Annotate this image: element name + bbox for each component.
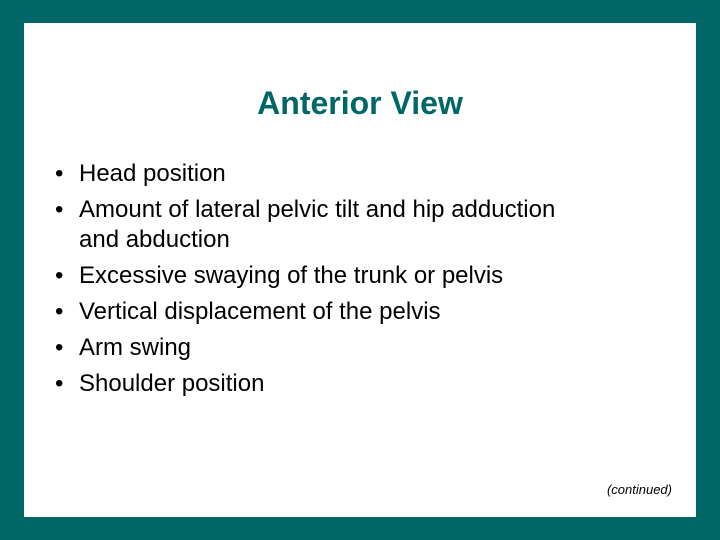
list-item <box>55 369 675 399</box>
list-item <box>55 333 675 363</box>
bullet-dot-icon: • <box>55 160 64 187</box>
bullet-dot-icon: • <box>55 298 64 325</box>
slide-title: Anterior View <box>257 85 463 121</box>
bullet-dot-icon: • <box>55 334 64 361</box>
list-item <box>55 297 675 327</box>
bullet-dot-icon: • <box>55 196 64 223</box>
bullet-text <box>79 369 675 399</box>
bullet-dot-icon: • <box>55 262 64 289</box>
list-item <box>55 195 675 255</box>
bullet-text <box>79 297 675 327</box>
bullet-line: Excessive swaying of the trunk or pelvis <box>79 262 504 289</box>
bullet-line-continuation: and abduction <box>79 226 230 253</box>
list-item <box>55 261 675 291</box>
bullet-line: Head position <box>79 160 226 187</box>
bullet-list <box>55 159 675 405</box>
continued-note: (continued) <box>606 482 672 497</box>
bullet-dot-icon: • <box>55 370 64 397</box>
bullet-text <box>79 261 675 291</box>
bullet-text <box>79 195 675 255</box>
bullet-text <box>79 159 675 189</box>
bullet-line: Amount of lateral pelvic tilt and hip adduction <box>79 196 556 223</box>
slide <box>24 23 696 517</box>
bullet-line: Shoulder position <box>79 370 265 397</box>
bullet-line: Arm swing <box>79 334 192 361</box>
list-item <box>55 159 675 189</box>
bullet-text <box>79 333 675 363</box>
bullet-line: Vertical displacement of the pelvis <box>79 298 441 325</box>
